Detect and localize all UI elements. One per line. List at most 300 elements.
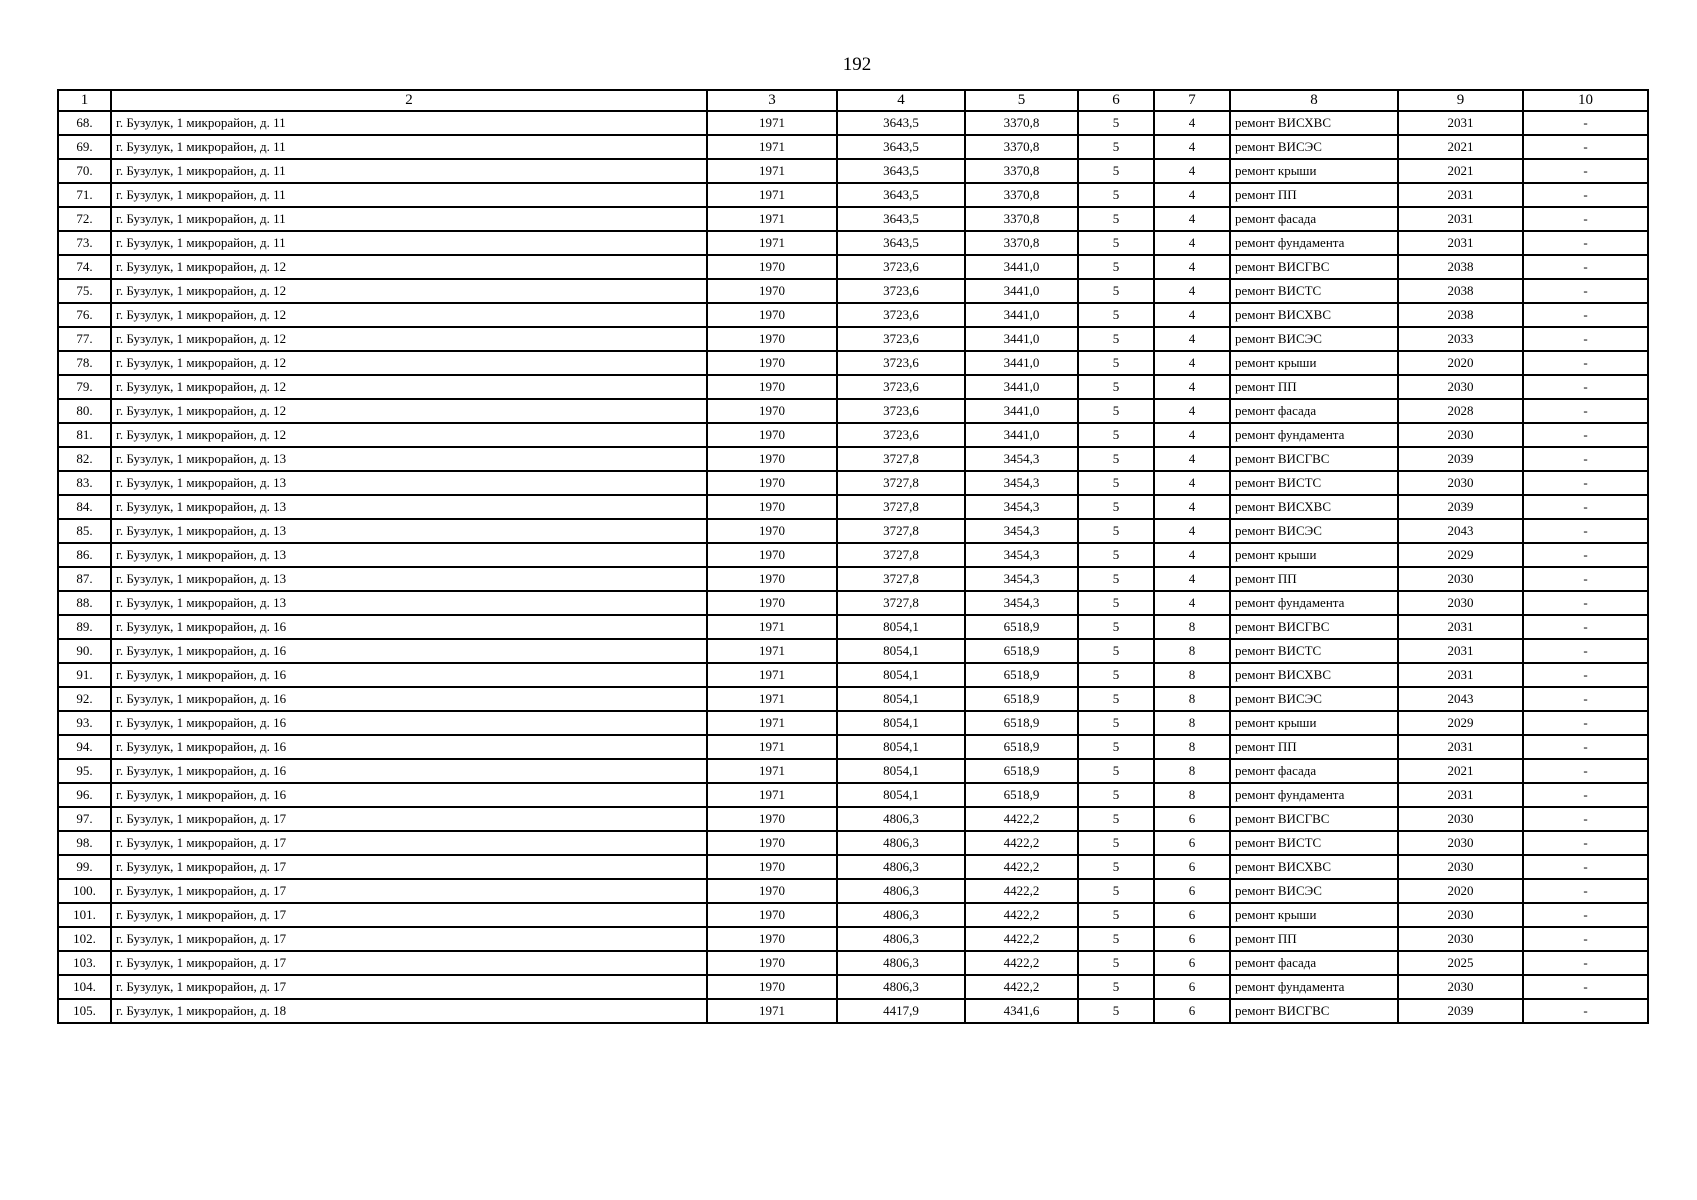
cell-note: - <box>1523 231 1648 255</box>
cell-work-type: ремонт ВИСГВС <box>1230 807 1398 831</box>
column-header-2: 2 <box>111 90 707 111</box>
cell-build-year: 1970 <box>707 831 837 855</box>
cell-work-type: ремонт ВИСХВС <box>1230 663 1398 687</box>
cell-work-type: ремонт фасада <box>1230 207 1398 231</box>
table-row <box>58 663 1648 687</box>
cell-note: - <box>1523 855 1648 879</box>
cell-row-number: 100. <box>58 879 111 903</box>
table-row <box>58 423 1648 447</box>
table-row <box>58 951 1648 975</box>
column-header-10: 10 <box>1523 90 1648 111</box>
cell-address: г. Бузулук, 1 микрорайон, д. 11 <box>111 231 707 255</box>
cell-address: г. Бузулук, 1 микрорайон, д. 12 <box>111 423 707 447</box>
cell-address: г. Бузулук, 1 микрорайон, д. 13 <box>111 519 707 543</box>
cell-living-area: 3454,3 <box>965 447 1078 471</box>
page-number: 192 <box>842 54 872 75</box>
cell-address: г. Бузулук, 1 микрорайон, д. 12 <box>111 375 707 399</box>
cell-note: - <box>1523 567 1648 591</box>
table-row <box>58 255 1648 279</box>
cell-living-area: 6518,9 <box>965 711 1078 735</box>
table-row <box>58 279 1648 303</box>
cell-entrances: 6 <box>1154 855 1230 879</box>
cell-note: - <box>1523 999 1648 1023</box>
cell-build-year: 1970 <box>707 519 837 543</box>
cell-total-area: 4806,3 <box>837 807 965 831</box>
cell-row-number: 94. <box>58 735 111 759</box>
cell-floors: 5 <box>1078 327 1154 351</box>
table-row <box>58 399 1648 423</box>
cell-address: г. Бузулук, 1 микрорайон, д. 16 <box>111 639 707 663</box>
cell-floors: 5 <box>1078 783 1154 807</box>
cell-address: г. Бузулук, 1 микрорайон, д. 17 <box>111 855 707 879</box>
cell-planned-year: 2031 <box>1398 615 1523 639</box>
cell-floors: 5 <box>1078 111 1154 135</box>
cell-address: г. Бузулук, 1 микрорайон, д. 17 <box>111 927 707 951</box>
cell-total-area: 3643,5 <box>837 111 965 135</box>
cell-planned-year: 2031 <box>1398 231 1523 255</box>
cell-address: г. Бузулук, 1 микрорайон, д. 11 <box>111 135 707 159</box>
cell-note: - <box>1523 351 1648 375</box>
cell-work-type: ремонт ВИСТС <box>1230 639 1398 663</box>
cell-entrances: 4 <box>1154 135 1230 159</box>
cell-address: г. Бузулук, 1 микрорайон, д. 17 <box>111 831 707 855</box>
cell-build-year: 1971 <box>707 687 837 711</box>
cell-row-number: 84. <box>58 495 111 519</box>
cell-entrances: 4 <box>1154 327 1230 351</box>
cell-total-area: 3643,5 <box>837 135 965 159</box>
cell-entrances: 6 <box>1154 903 1230 927</box>
cell-build-year: 1970 <box>707 255 837 279</box>
cell-living-area: 4341,6 <box>965 999 1078 1023</box>
cell-planned-year: 2043 <box>1398 687 1523 711</box>
cell-build-year: 1971 <box>707 111 837 135</box>
cell-living-area: 3370,8 <box>965 135 1078 159</box>
cell-work-type: ремонт крыши <box>1230 543 1398 567</box>
cell-build-year: 1970 <box>707 591 837 615</box>
cell-build-year: 1971 <box>707 999 837 1023</box>
table-row <box>58 183 1648 207</box>
cell-build-year: 1971 <box>707 207 837 231</box>
cell-planned-year: 2039 <box>1398 999 1523 1023</box>
table-row <box>58 639 1648 663</box>
table-row <box>58 519 1648 543</box>
cell-floors: 5 <box>1078 279 1154 303</box>
cell-work-type: ремонт ВИСГВС <box>1230 255 1398 279</box>
cell-row-number: 104. <box>58 975 111 999</box>
cell-planned-year: 2025 <box>1398 951 1523 975</box>
cell-note: - <box>1523 327 1648 351</box>
cell-floors: 5 <box>1078 831 1154 855</box>
cell-note: - <box>1523 303 1648 327</box>
cell-total-area: 8054,1 <box>837 783 965 807</box>
cell-address: г. Бузулук, 1 микрорайон, д. 18 <box>111 999 707 1023</box>
cell-row-number: 80. <box>58 399 111 423</box>
cell-address: г. Бузулук, 1 микрорайон, д. 13 <box>111 591 707 615</box>
cell-entrances: 4 <box>1154 423 1230 447</box>
cell-build-year: 1971 <box>707 159 837 183</box>
cell-floors: 5 <box>1078 975 1154 999</box>
cell-planned-year: 2029 <box>1398 711 1523 735</box>
cell-row-number: 68. <box>58 111 111 135</box>
cell-total-area: 8054,1 <box>837 639 965 663</box>
cell-row-number: 93. <box>58 711 111 735</box>
cell-living-area: 3441,0 <box>965 327 1078 351</box>
cell-floors: 5 <box>1078 855 1154 879</box>
table-row <box>58 543 1648 567</box>
cell-planned-year: 2030 <box>1398 807 1523 831</box>
cell-living-area: 3454,3 <box>965 543 1078 567</box>
cell-work-type: ремонт ПП <box>1230 183 1398 207</box>
cell-work-type: ремонт фундамента <box>1230 231 1398 255</box>
table-row <box>58 927 1648 951</box>
cell-total-area: 8054,1 <box>837 759 965 783</box>
cell-total-area: 3643,5 <box>837 231 965 255</box>
cell-total-area: 3643,5 <box>837 207 965 231</box>
cell-entrances: 4 <box>1154 471 1230 495</box>
cell-build-year: 1971 <box>707 711 837 735</box>
cell-build-year: 1970 <box>707 303 837 327</box>
cell-address: г. Бузулук, 1 микрорайон, д. 17 <box>111 903 707 927</box>
cell-total-area: 3643,5 <box>837 159 965 183</box>
cell-address: г. Бузулук, 1 микрорайон, д. 17 <box>111 807 707 831</box>
cell-planned-year: 2031 <box>1398 783 1523 807</box>
cell-floors: 5 <box>1078 303 1154 327</box>
cell-row-number: 82. <box>58 447 111 471</box>
cell-build-year: 1970 <box>707 855 837 879</box>
cell-address: г. Бузулук, 1 микрорайон, д. 16 <box>111 735 707 759</box>
cell-row-number: 81. <box>58 423 111 447</box>
cell-entrances: 4 <box>1154 351 1230 375</box>
cell-note: - <box>1523 783 1648 807</box>
cell-work-type: ремонт крыши <box>1230 711 1398 735</box>
cell-row-number: 96. <box>58 783 111 807</box>
cell-floors: 5 <box>1078 399 1154 423</box>
cell-living-area: 3454,3 <box>965 591 1078 615</box>
cell-note: - <box>1523 831 1648 855</box>
cell-row-number: 101. <box>58 903 111 927</box>
cell-total-area: 3723,6 <box>837 399 965 423</box>
cell-work-type: ремонт ПП <box>1230 567 1398 591</box>
cell-living-area: 3454,3 <box>965 471 1078 495</box>
cell-entrances: 4 <box>1154 591 1230 615</box>
cell-floors: 5 <box>1078 591 1154 615</box>
cell-planned-year: 2031 <box>1398 735 1523 759</box>
cell-row-number: 95. <box>58 759 111 783</box>
cell-total-area: 3723,6 <box>837 255 965 279</box>
cell-living-area: 4422,2 <box>965 855 1078 879</box>
cell-entrances: 8 <box>1154 735 1230 759</box>
cell-total-area: 8054,1 <box>837 735 965 759</box>
cell-build-year: 1971 <box>707 663 837 687</box>
cell-total-area: 8054,1 <box>837 663 965 687</box>
cell-floors: 5 <box>1078 183 1154 207</box>
cell-row-number: 102. <box>58 927 111 951</box>
cell-living-area: 3441,0 <box>965 375 1078 399</box>
cell-total-area: 3727,8 <box>837 471 965 495</box>
cell-note: - <box>1523 423 1648 447</box>
cell-address: г. Бузулук, 1 микрорайон, д. 16 <box>111 663 707 687</box>
cell-planned-year: 2031 <box>1398 111 1523 135</box>
cell-floors: 5 <box>1078 471 1154 495</box>
cell-entrances: 4 <box>1154 375 1230 399</box>
cell-floors: 5 <box>1078 999 1154 1023</box>
cell-floors: 5 <box>1078 807 1154 831</box>
cell-address: г. Бузулук, 1 микрорайон, д. 16 <box>111 687 707 711</box>
cell-build-year: 1970 <box>707 471 837 495</box>
cell-total-area: 4806,3 <box>837 951 965 975</box>
cell-planned-year: 2039 <box>1398 447 1523 471</box>
cell-note: - <box>1523 399 1648 423</box>
table-row <box>58 327 1648 351</box>
cell-living-area: 4422,2 <box>965 807 1078 831</box>
cell-note: - <box>1523 759 1648 783</box>
cell-planned-year: 2021 <box>1398 759 1523 783</box>
cell-note: - <box>1523 615 1648 639</box>
cell-work-type: ремонт крыши <box>1230 159 1398 183</box>
cell-build-year: 1970 <box>707 567 837 591</box>
cell-work-type: ремонт ВИСТС <box>1230 471 1398 495</box>
cell-row-number: 78. <box>58 351 111 375</box>
cell-row-number: 87. <box>58 567 111 591</box>
cell-build-year: 1970 <box>707 375 837 399</box>
table-row <box>58 495 1648 519</box>
cell-row-number: 76. <box>58 303 111 327</box>
cell-living-area: 6518,9 <box>965 759 1078 783</box>
cell-build-year: 1970 <box>707 327 837 351</box>
cell-entrances: 6 <box>1154 975 1230 999</box>
cell-note: - <box>1523 519 1648 543</box>
cell-floors: 5 <box>1078 687 1154 711</box>
cell-living-area: 6518,9 <box>965 663 1078 687</box>
repair-schedule-table <box>57 89 1649 1024</box>
cell-build-year: 1970 <box>707 399 837 423</box>
cell-entrances: 6 <box>1154 879 1230 903</box>
cell-build-year: 1970 <box>707 447 837 471</box>
cell-living-area: 4422,2 <box>965 951 1078 975</box>
cell-floors: 5 <box>1078 663 1154 687</box>
cell-total-area: 4806,3 <box>837 903 965 927</box>
table-row <box>58 351 1648 375</box>
cell-address: г. Бузулук, 1 микрорайон, д. 16 <box>111 615 707 639</box>
cell-planned-year: 2038 <box>1398 303 1523 327</box>
cell-address: г. Бузулук, 1 микрорайон, д. 11 <box>111 207 707 231</box>
cell-note: - <box>1523 495 1648 519</box>
cell-row-number: 75. <box>58 279 111 303</box>
cell-work-type: ремонт ВИСЭС <box>1230 135 1398 159</box>
cell-living-area: 3370,8 <box>965 159 1078 183</box>
table-row <box>58 759 1648 783</box>
cell-work-type: ремонт ВИСЭС <box>1230 519 1398 543</box>
table-row <box>58 207 1648 231</box>
cell-planned-year: 2030 <box>1398 375 1523 399</box>
cell-row-number: 88. <box>58 591 111 615</box>
cell-address: г. Бузулук, 1 микрорайон, д. 16 <box>111 759 707 783</box>
cell-note: - <box>1523 543 1648 567</box>
cell-planned-year: 2038 <box>1398 279 1523 303</box>
cell-living-area: 3370,8 <box>965 111 1078 135</box>
cell-build-year: 1971 <box>707 135 837 159</box>
cell-work-type: ремонт ВИСЭС <box>1230 879 1398 903</box>
cell-living-area: 3370,8 <box>965 207 1078 231</box>
cell-total-area: 3643,5 <box>837 183 965 207</box>
cell-planned-year: 2021 <box>1398 135 1523 159</box>
cell-planned-year: 2021 <box>1398 159 1523 183</box>
cell-work-type: ремонт фундамента <box>1230 783 1398 807</box>
cell-address: г. Бузулук, 1 микрорайон, д. 16 <box>111 711 707 735</box>
table-row <box>58 615 1648 639</box>
cell-floors: 5 <box>1078 543 1154 567</box>
cell-build-year: 1971 <box>707 231 837 255</box>
cell-floors: 5 <box>1078 207 1154 231</box>
cell-planned-year: 2031 <box>1398 207 1523 231</box>
cell-total-area: 4417,9 <box>837 999 965 1023</box>
cell-planned-year: 2038 <box>1398 255 1523 279</box>
cell-entrances: 4 <box>1154 543 1230 567</box>
cell-total-area: 8054,1 <box>837 615 965 639</box>
table-row <box>58 567 1648 591</box>
cell-note: - <box>1523 951 1648 975</box>
cell-row-number: 97. <box>58 807 111 831</box>
cell-total-area: 4806,3 <box>837 879 965 903</box>
cell-living-area: 6518,9 <box>965 687 1078 711</box>
table-row <box>58 375 1648 399</box>
column-header-6: 6 <box>1078 90 1154 111</box>
cell-note: - <box>1523 255 1648 279</box>
cell-total-area: 8054,1 <box>837 711 965 735</box>
cell-note: - <box>1523 927 1648 951</box>
cell-note: - <box>1523 711 1648 735</box>
header-row <box>58 90 1648 111</box>
cell-total-area: 3727,8 <box>837 519 965 543</box>
cell-living-area: 3454,3 <box>965 495 1078 519</box>
cell-build-year: 1971 <box>707 759 837 783</box>
cell-floors: 5 <box>1078 951 1154 975</box>
cell-note: - <box>1523 687 1648 711</box>
cell-note: - <box>1523 591 1648 615</box>
table-row <box>58 903 1648 927</box>
cell-living-area: 3441,0 <box>965 255 1078 279</box>
cell-entrances: 4 <box>1154 255 1230 279</box>
cell-work-type: ремонт крыши <box>1230 351 1398 375</box>
cell-build-year: 1970 <box>707 543 837 567</box>
cell-total-area: 3727,8 <box>837 447 965 471</box>
cell-work-type: ремонт фасада <box>1230 399 1398 423</box>
cell-total-area: 8054,1 <box>837 687 965 711</box>
cell-living-area: 3441,0 <box>965 351 1078 375</box>
cell-entrances: 6 <box>1154 951 1230 975</box>
cell-work-type: ремонт ВИСХВС <box>1230 495 1398 519</box>
cell-planned-year: 2030 <box>1398 855 1523 879</box>
cell-build-year: 1970 <box>707 903 837 927</box>
cell-entrances: 8 <box>1154 615 1230 639</box>
column-header-1: 1 <box>58 90 111 111</box>
cell-row-number: 91. <box>58 663 111 687</box>
table-row <box>58 831 1648 855</box>
cell-living-area: 3441,0 <box>965 399 1078 423</box>
cell-planned-year: 2020 <box>1398 879 1523 903</box>
cell-planned-year: 2030 <box>1398 831 1523 855</box>
column-header-5: 5 <box>965 90 1078 111</box>
cell-address: г. Бузулук, 1 микрорайон, д. 12 <box>111 279 707 303</box>
table-row <box>58 159 1648 183</box>
cell-total-area: 3723,6 <box>837 423 965 447</box>
cell-living-area: 6518,9 <box>965 615 1078 639</box>
table-row <box>58 687 1648 711</box>
cell-planned-year: 2030 <box>1398 567 1523 591</box>
cell-note: - <box>1523 135 1648 159</box>
cell-note: - <box>1523 663 1648 687</box>
cell-planned-year: 2030 <box>1398 591 1523 615</box>
cell-living-area: 3454,3 <box>965 567 1078 591</box>
cell-planned-year: 2030 <box>1398 927 1523 951</box>
cell-note: - <box>1523 735 1648 759</box>
cell-floors: 5 <box>1078 639 1154 663</box>
cell-work-type: ремонт ВИСХВС <box>1230 303 1398 327</box>
cell-address: г. Бузулук, 1 микрорайон, д. 12 <box>111 351 707 375</box>
cell-work-type: ремонт ПП <box>1230 927 1398 951</box>
cell-planned-year: 2020 <box>1398 351 1523 375</box>
cell-living-area: 6518,9 <box>965 783 1078 807</box>
cell-work-type: ремонт ВИСЭС <box>1230 687 1398 711</box>
cell-total-area: 3723,6 <box>837 327 965 351</box>
cell-floors: 5 <box>1078 735 1154 759</box>
table-row <box>58 591 1648 615</box>
table-row <box>58 471 1648 495</box>
cell-address: г. Бузулук, 1 микрорайон, д. 17 <box>111 975 707 999</box>
cell-row-number: 105. <box>58 999 111 1023</box>
table-row <box>58 807 1648 831</box>
cell-floors: 5 <box>1078 135 1154 159</box>
cell-floors: 5 <box>1078 351 1154 375</box>
cell-entrances: 4 <box>1154 231 1230 255</box>
cell-note: - <box>1523 183 1648 207</box>
cell-floors: 5 <box>1078 375 1154 399</box>
cell-address: г. Бузулук, 1 микрорайон, д. 16 <box>111 783 707 807</box>
cell-planned-year: 2030 <box>1398 903 1523 927</box>
cell-entrances: 4 <box>1154 207 1230 231</box>
cell-row-number: 92. <box>58 687 111 711</box>
cell-entrances: 8 <box>1154 639 1230 663</box>
cell-work-type: ремонт ПП <box>1230 375 1398 399</box>
cell-floors: 5 <box>1078 615 1154 639</box>
cell-entrances: 8 <box>1154 711 1230 735</box>
cell-floors: 5 <box>1078 927 1154 951</box>
cell-build-year: 1970 <box>707 879 837 903</box>
cell-address: г. Бузулук, 1 микрорайон, д. 13 <box>111 495 707 519</box>
cell-total-area: 4806,3 <box>837 855 965 879</box>
cell-row-number: 74. <box>58 255 111 279</box>
cell-floors: 5 <box>1078 903 1154 927</box>
cell-planned-year: 2031 <box>1398 183 1523 207</box>
cell-total-area: 3723,6 <box>837 351 965 375</box>
cell-entrances: 6 <box>1154 999 1230 1023</box>
cell-build-year: 1970 <box>707 495 837 519</box>
cell-row-number: 71. <box>58 183 111 207</box>
cell-row-number: 99. <box>58 855 111 879</box>
cell-build-year: 1970 <box>707 279 837 303</box>
column-header-3: 3 <box>707 90 837 111</box>
cell-address: г. Бузулук, 1 микрорайон, д. 13 <box>111 543 707 567</box>
cell-work-type: ремонт ВИСГВС <box>1230 999 1398 1023</box>
cell-note: - <box>1523 111 1648 135</box>
cell-entrances: 4 <box>1154 519 1230 543</box>
cell-total-area: 4806,3 <box>837 831 965 855</box>
cell-build-year: 1970 <box>707 927 837 951</box>
cell-note: - <box>1523 807 1648 831</box>
cell-row-number: 98. <box>58 831 111 855</box>
cell-note: - <box>1523 903 1648 927</box>
cell-living-area: 4422,2 <box>965 903 1078 927</box>
